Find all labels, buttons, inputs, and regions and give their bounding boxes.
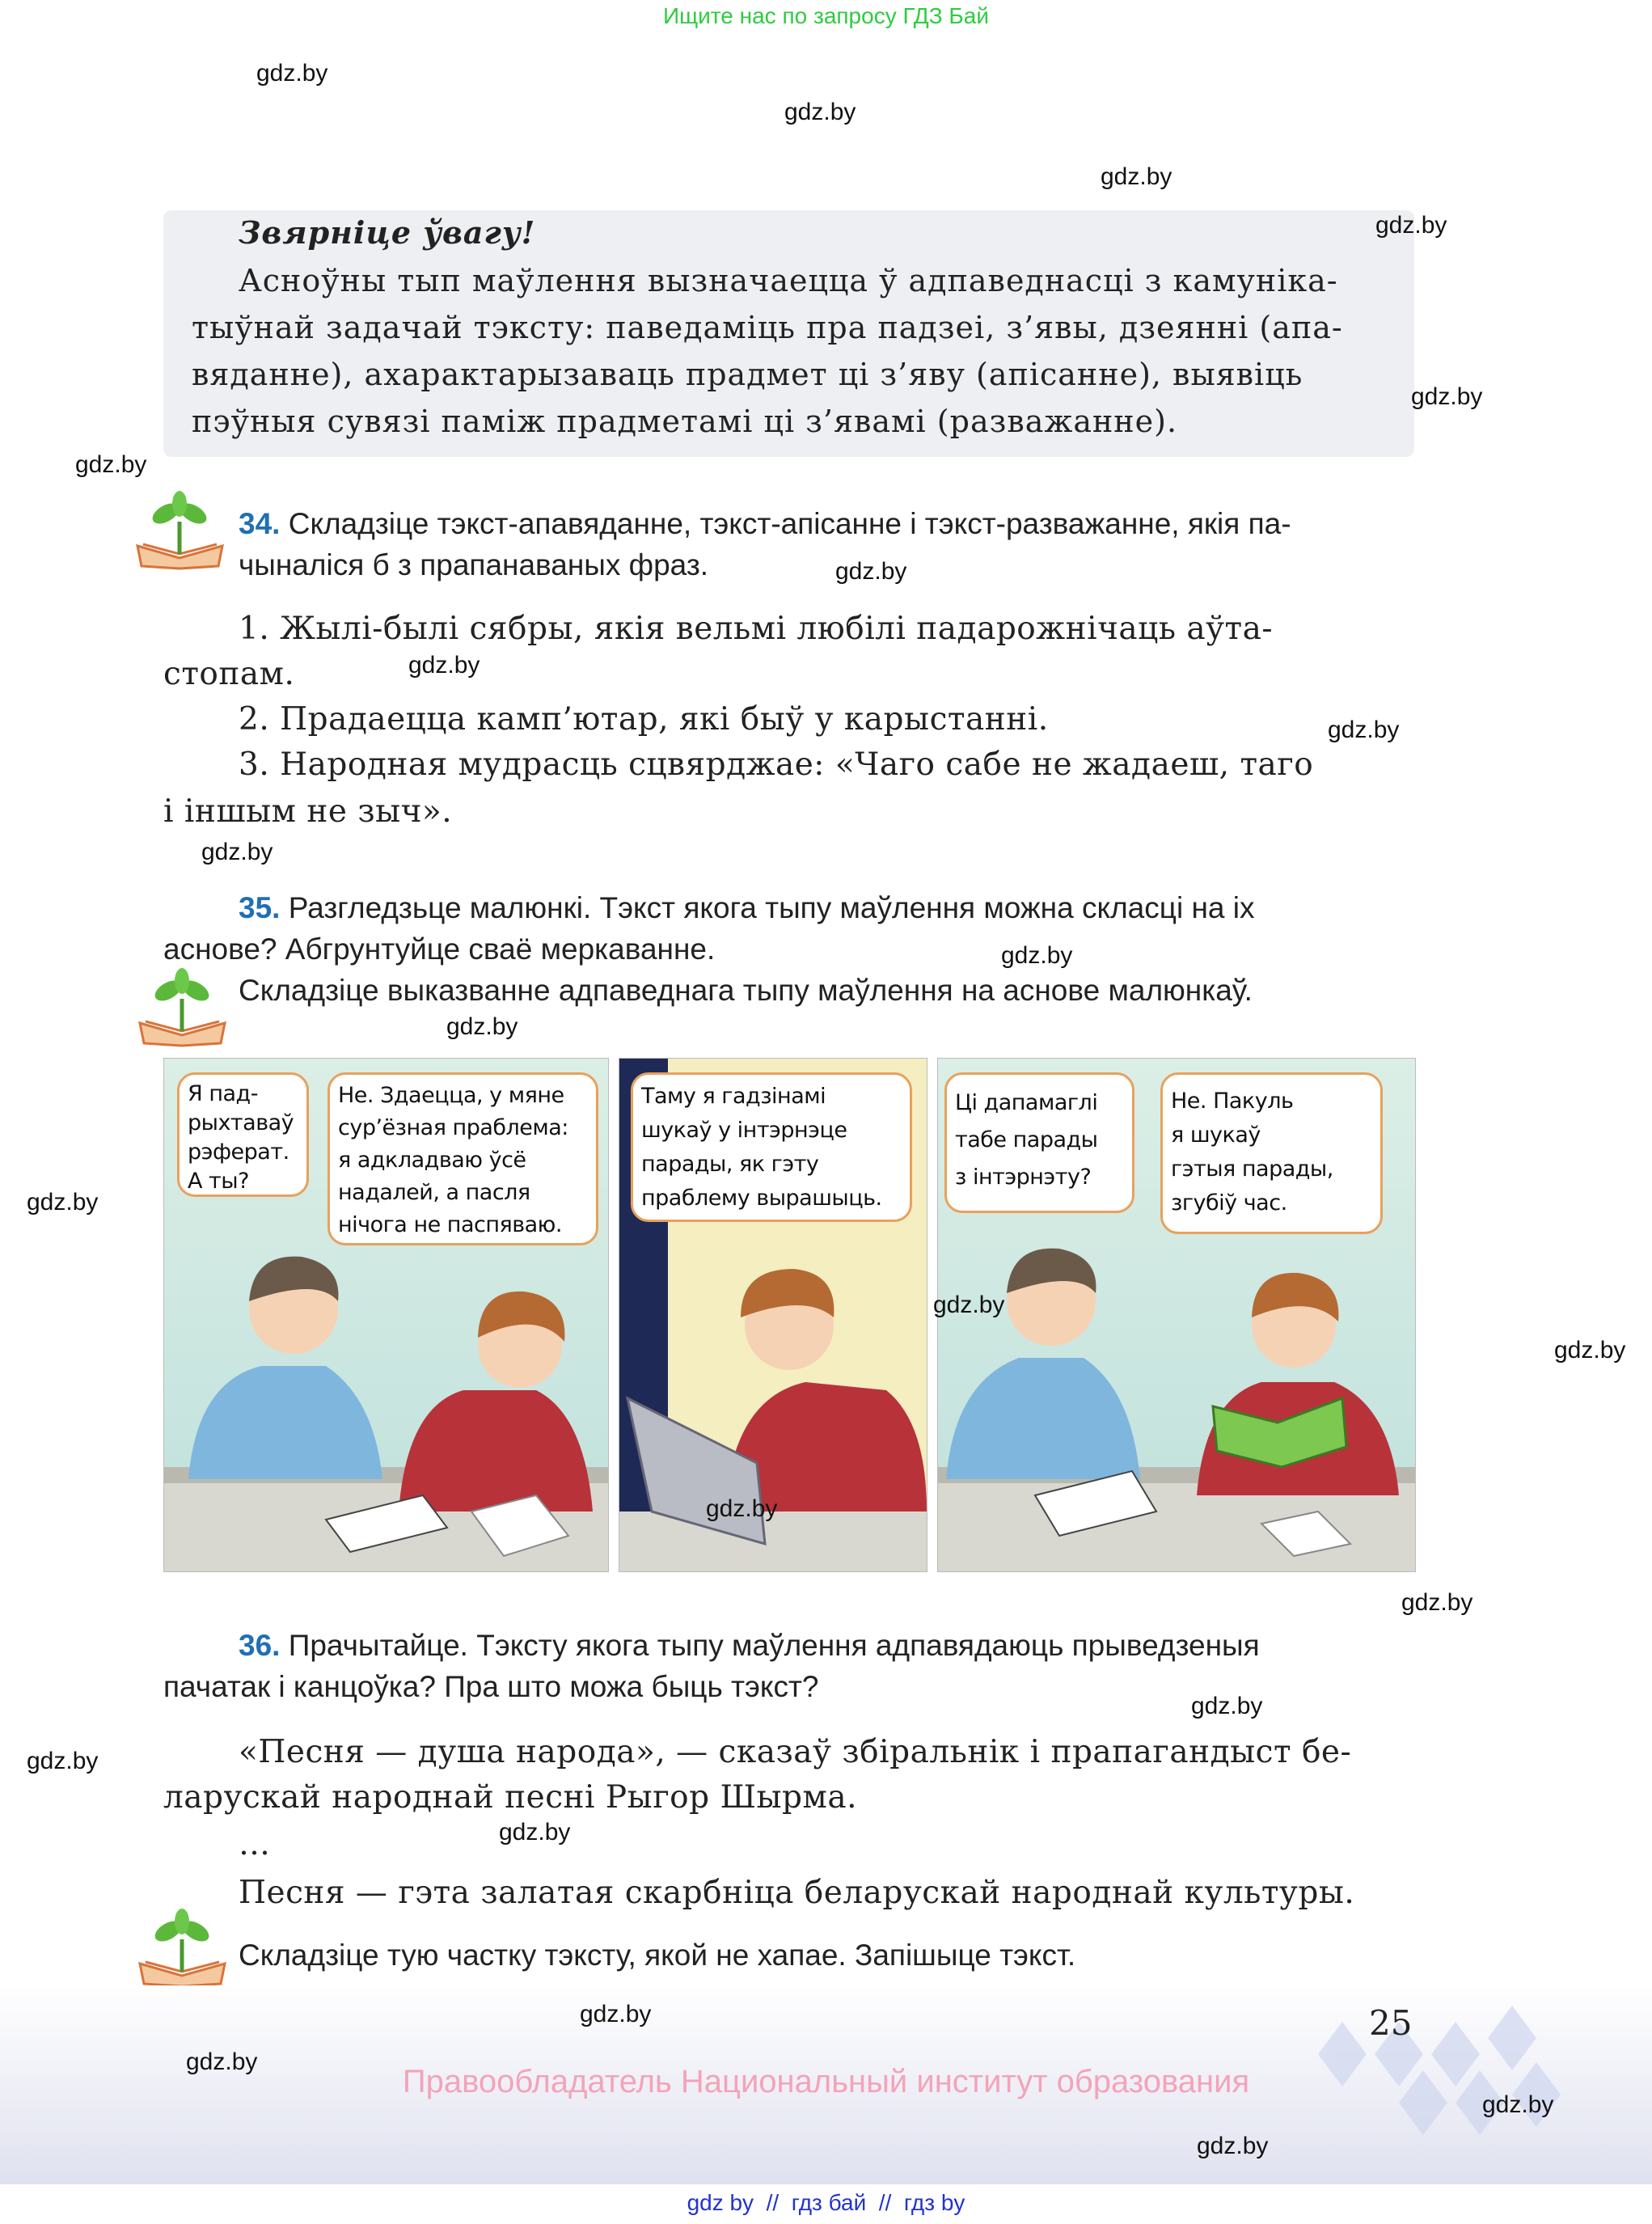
task-number: 35. bbox=[239, 891, 281, 924]
phrase: 1. Жылі-былі сябры, якія вельмі любілі падарожнічаць аўта- bbox=[239, 611, 1274, 647]
quote-line: «Песня — душа народа», — сказаў збіральнік і прапагандыст бе- bbox=[239, 1734, 1352, 1770]
top-banner[interactable]: Ищите нас по запросу ГДЗ Бай bbox=[662, 3, 990, 28]
note-line: вяданне), ахарактарызаваць прадмет ці з’яву (апісанне), выявіць bbox=[192, 357, 1303, 392]
watermark: gdz.by bbox=[1101, 163, 1172, 190]
note-line: тыўнай задачай тэксту: паведаміць пра падзеі, з’явы, дзеянні (апа- bbox=[192, 310, 1343, 345]
watermark: gdz.by bbox=[580, 2001, 652, 2027]
task36-line: пачатак і канцоўка? Пра што можа быць тэкст? bbox=[163, 1670, 819, 1703]
task-number: 36. bbox=[239, 1629, 281, 1662]
speech-bubble: Таму я гадзінамі шукаў у інтэрнэце парады, як гэту праблему вырашыць. bbox=[631, 1072, 912, 1222]
copyright-notice: Правообладатель Национальный институт образования bbox=[402, 2064, 1250, 2099]
watermark: gdz.by bbox=[1554, 1337, 1626, 1364]
phrase: 2. Прадаецца камп’ютар, які быў у карыстанні. bbox=[239, 701, 1049, 738]
watermark: gdz.by bbox=[499, 1819, 571, 1846]
speech-bubble: Не. Здаецца, у мяне сур’ёзная праблема: я адкладваю ўсё надалей, а пасля нічога не паспяваю. bbox=[327, 1072, 598, 1245]
watermark: gdz.by bbox=[408, 652, 480, 679]
watermark: gdz.by bbox=[27, 1748, 99, 1774]
watermark: gdz.by bbox=[27, 1189, 99, 1216]
note-line: пэўныя сувязі паміж прадметамі ці з’явамі (разважанне). bbox=[192, 404, 1178, 439]
watermark: gdz.by bbox=[1328, 717, 1400, 743]
task-number: 34. bbox=[239, 507, 281, 540]
note-title: Звярніце ўвагу! bbox=[239, 214, 536, 251]
watermark: gdz.by bbox=[1191, 1693, 1263, 1719]
phrase: 3. Народная мудрасць сцвярджае: «Чаго сабе не жадаеш, таго bbox=[239, 746, 1314, 783]
quote-line: ларускай народнай песні Рыгор Шырма. bbox=[163, 1779, 857, 1816]
footer-links[interactable]: gdz by // гдз бай // гдз by bbox=[687, 2190, 965, 2215]
watermark: gdz.by bbox=[75, 451, 147, 478]
watermark: gdz.by bbox=[1375, 212, 1447, 239]
speech-bubble: Я пад- рыхтаваў рэферат. А ты? bbox=[177, 1072, 309, 1197]
phrase: стопам. bbox=[163, 656, 295, 692]
task35-line bbox=[239, 891, 1254, 925]
watermark: gdz.by bbox=[933, 1292, 1005, 1318]
task35-text: Разгледзьце малюнкі. Тэкст якога тыпу маўлення можна скласці на іх bbox=[288, 891, 1255, 924]
watermark: gdz.by bbox=[1001, 942, 1073, 969]
task35-line: аснове? Абгрунтуйце сваё меркаванне. bbox=[163, 932, 716, 966]
page-number: 25 bbox=[1369, 2003, 1413, 2043]
watermark: gdz.by bbox=[256, 60, 328, 87]
phrase: і іншым не зыч». bbox=[163, 793, 453, 830]
watermark: gdz.by bbox=[446, 1013, 518, 1040]
task34-text: Складзіце тэкст-апавяданне, тэкст-апісанне і тэкст-разважанне, якія па- bbox=[288, 507, 1291, 540]
task34-line bbox=[239, 507, 1291, 541]
watermark: gdz.by bbox=[706, 1495, 778, 1522]
speech-bubble: Не. Пакуль я шукаў гэтыя парады, згубіў час. bbox=[1160, 1072, 1383, 1234]
task36-extra: Складзіце тую частку тэксту, якой не хапае. Запішыце тэкст. bbox=[239, 1939, 1076, 1972]
book-plant-icon bbox=[133, 489, 226, 570]
book-plant-icon bbox=[136, 1907, 229, 1988]
quote-line: … bbox=[239, 1826, 271, 1862]
task35-extra: Складзіце выказванне адпаведнага тыпу маўлення на аснове малюнкаў. bbox=[239, 974, 1253, 1007]
watermark: gdz.by bbox=[201, 839, 273, 865]
book-plant-icon bbox=[136, 966, 229, 1047]
watermark: gdz.by bbox=[1482, 2091, 1554, 2118]
note-line: Асноўны тып маўлення вызначаецца ў адпаведнасці з камуніка- bbox=[239, 263, 1338, 298]
watermark: gdz.by bbox=[835, 558, 907, 585]
speech-bubble: Ці дапамаглі табе парады з інтэрнэту? bbox=[944, 1072, 1134, 1213]
watermark: gdz.by bbox=[1197, 2133, 1269, 2159]
watermark: gdz.by bbox=[1401, 1589, 1473, 1616]
watermark: gdz.by bbox=[784, 99, 856, 125]
task34-line: чыналіся б з прапанаваных фраз. bbox=[239, 548, 709, 581]
task36-line bbox=[239, 1629, 1260, 1663]
watermark: gdz.by bbox=[186, 2049, 258, 2075]
task36-text: Прачытайце. Тэксту якога тыпу маўлення адпавядаюць прыведзеныя bbox=[288, 1629, 1260, 1662]
watermark: gdz.by bbox=[1411, 383, 1483, 410]
quote-line: Песня — гэта залатая скарбніца беларускай народнай культуры. bbox=[239, 1875, 1355, 1911]
